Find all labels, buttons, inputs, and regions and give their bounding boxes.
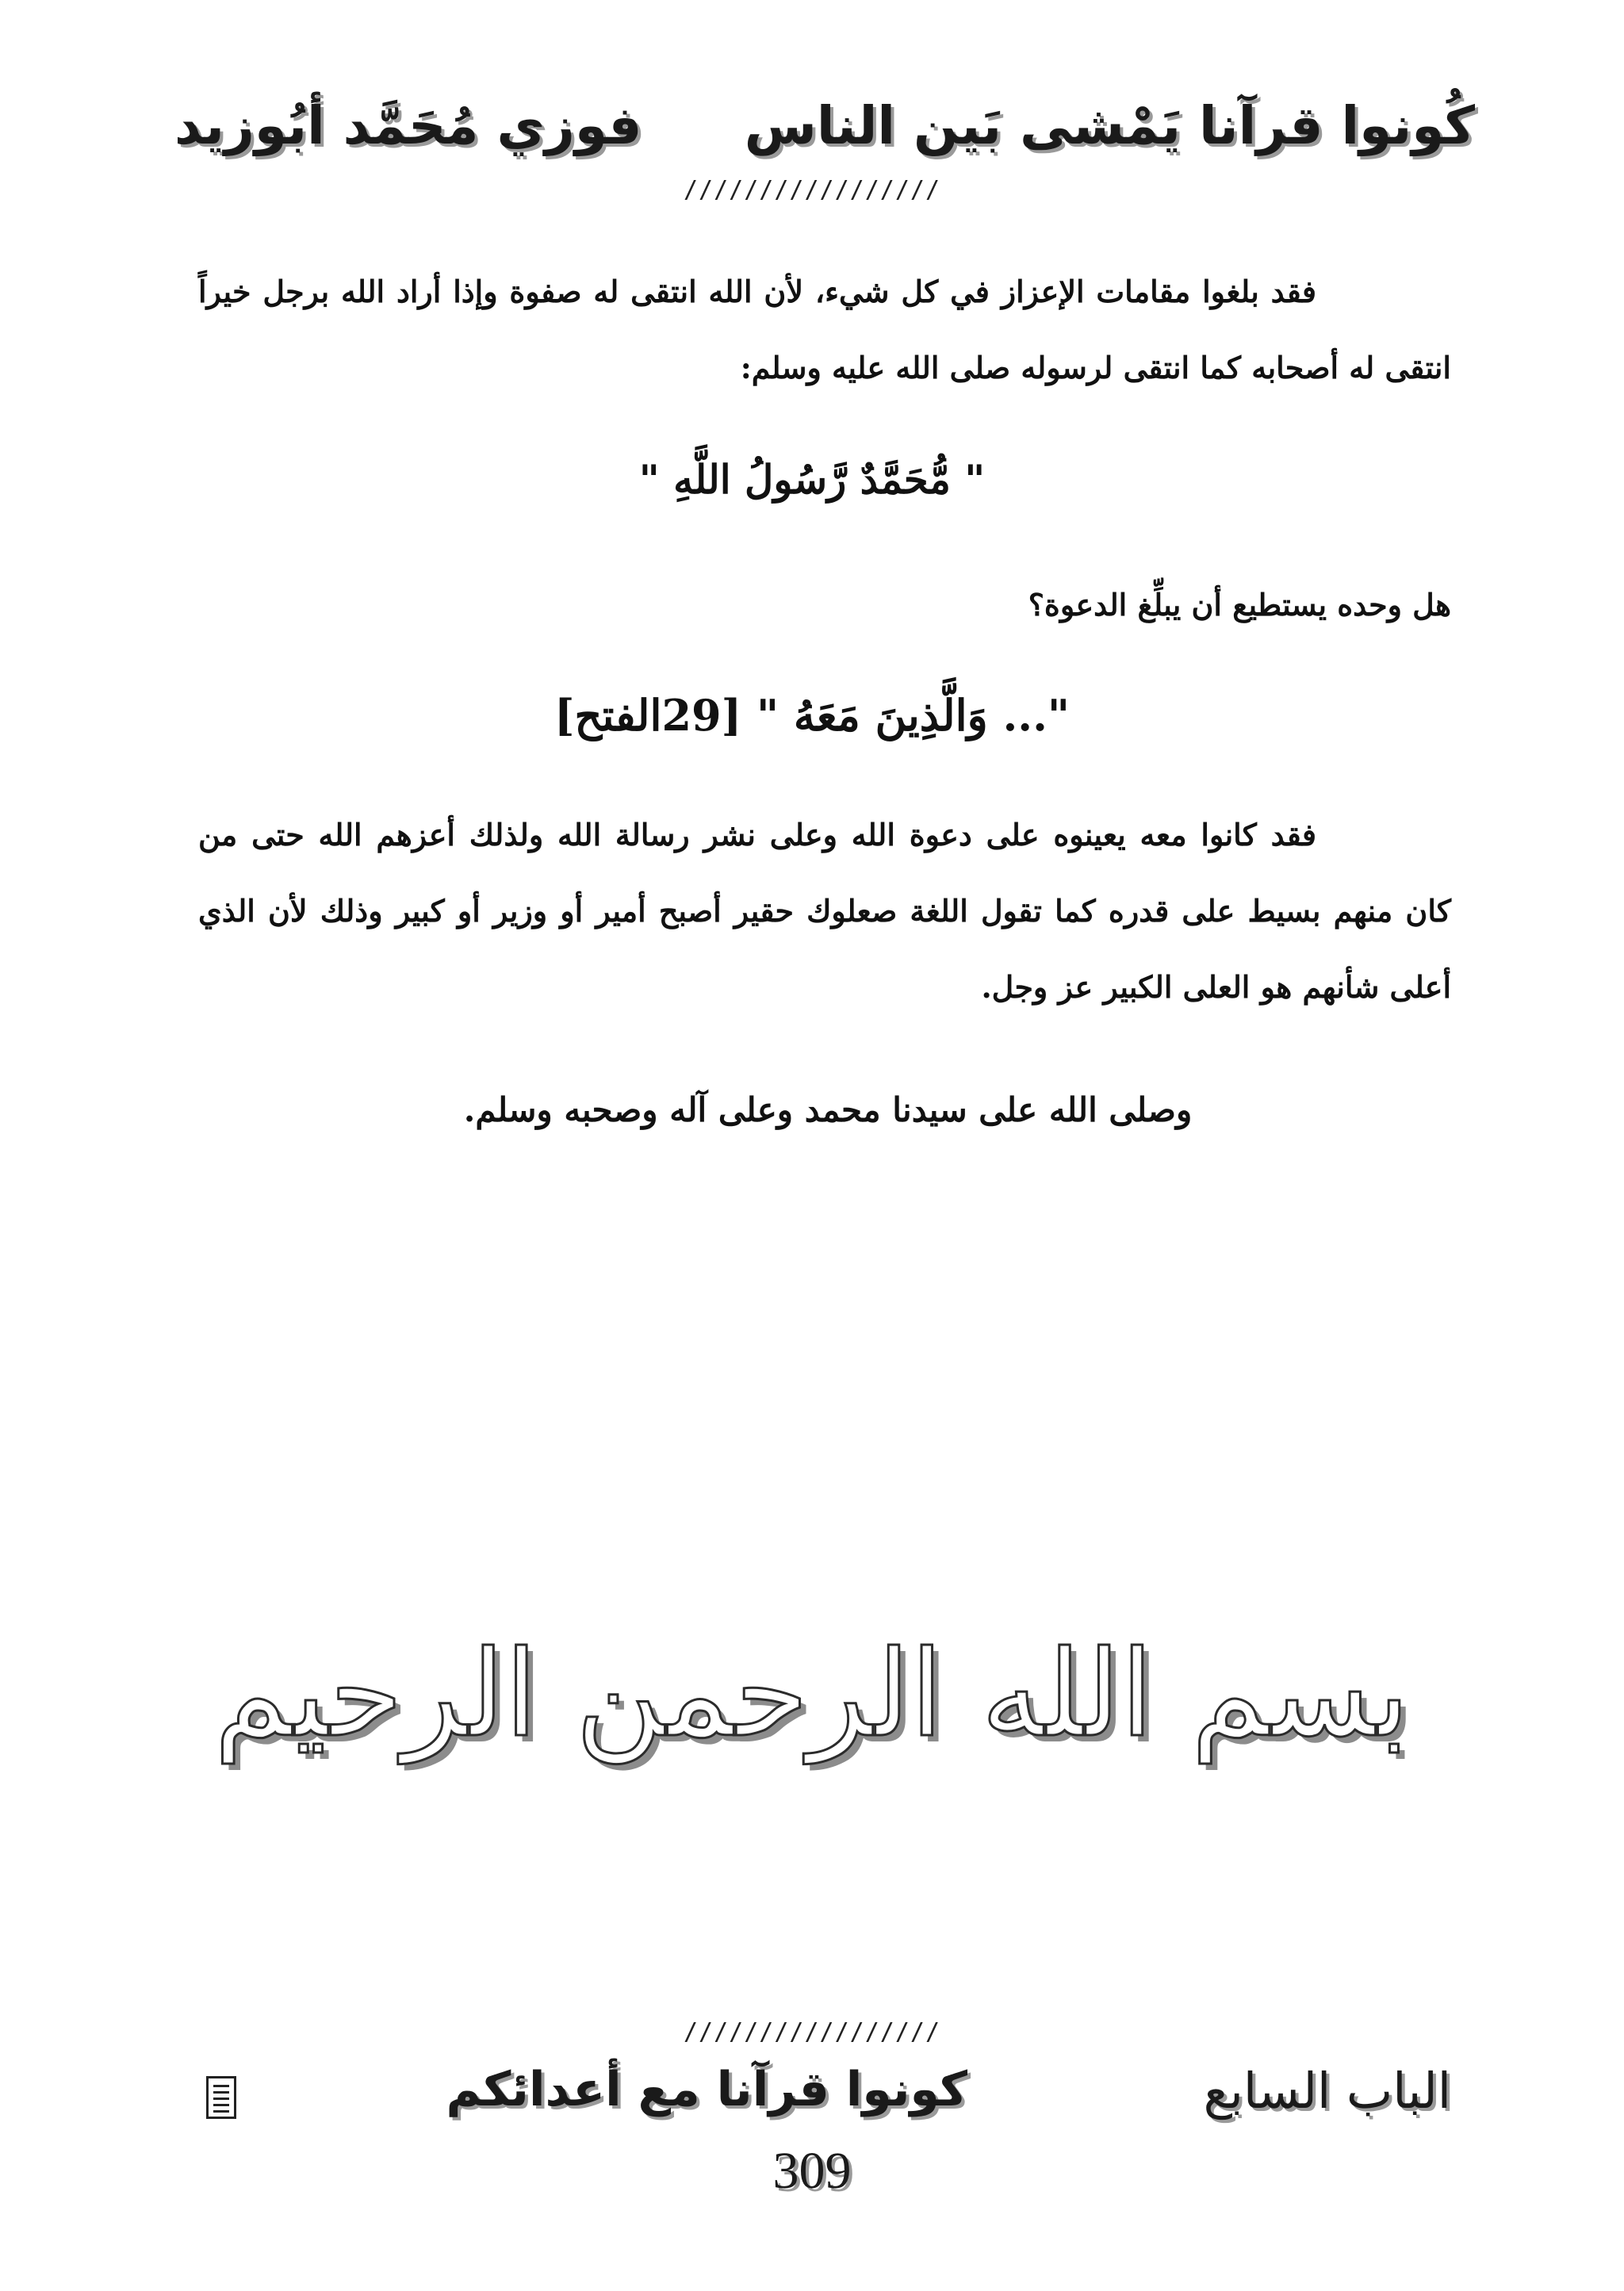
author-name: فوزي مُحَمَّد أبُوزيد	[174, 95, 642, 156]
section-title: كونوا قرآنا مع أعدائكم	[446, 2062, 967, 2117]
top-divider: /////////////////	[683, 176, 941, 204]
question-line: هل وحده يستطيع أن يبلِّغ الدعوة؟	[1028, 587, 1451, 623]
chapter-label: الباب السابع	[1203, 2062, 1451, 2120]
bottom-divider: /////////////////	[683, 2018, 941, 2046]
verse-quote-2: "... وَالَّذِينَ مَعَهُ " [29الفتح]	[554, 690, 1070, 741]
verse-quote-1: " مُّحَمَّدٌ رَّسُولُ اللَّهِ "	[638, 456, 986, 503]
closing-line: وصلى الله على سيدنا محمد وعلى آله وصحبه وسلم.	[463, 1090, 1193, 1129]
document-icon	[206, 2076, 236, 2119]
paragraph-1	[198, 254, 1451, 406]
book-title: كُونوا قرآنا يَمْشى بَين الناس	[744, 95, 1475, 156]
basmala-calligraphy: بسم الله الرحمن الرحيم	[214, 1626, 1410, 1764]
page-header	[174, 95, 1475, 174]
paragraph-2	[198, 797, 1451, 1025]
paragraph-2-text: فقد كانوا معه يعينوه على دعوة الله وعلى نشر رسالة الله ولذلك أعزهم الله حتى من كان منهم بسيط على قدره كما تقول اللغة صعلوك حقير أصبح أمير أو وزير أو كبير وذلك لأن الذي أعلى شأنهم هو العلى الكبير عز وجل.	[198, 817, 1451, 1005]
paragraph-1-text: فقد بلغوا مقامات الإعزاز في كل شيء، لأن الله انتقى له صفوة وإذا أراد الله برجل خيراً انتقى له أصحابه كما انتقى لرسوله صلى الله عليه وسلم:	[198, 274, 1451, 385]
page-number: 309	[772, 2142, 852, 2200]
